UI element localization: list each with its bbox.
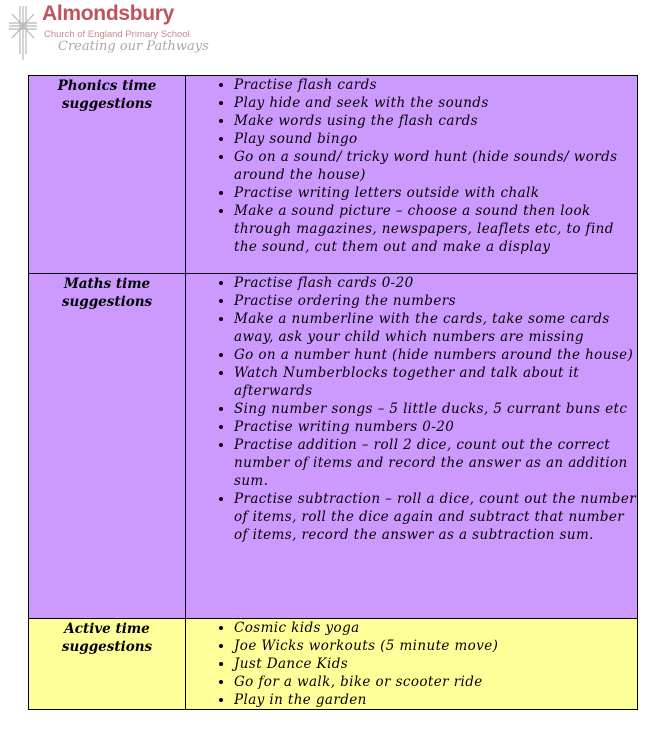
- list-item: • Go on a sound/ tricky word hunt (hide sounds/ words around the house): [234, 148, 637, 184]
- list-item: • Practise subtraction – roll a dice, count out the number of items, roll the dice again and subtract that number of items, record the answer as a subtraction sum.: [234, 490, 637, 544]
- table-row: [29, 76, 638, 274]
- list-item: • Practise writing numbers 0-20: [234, 418, 637, 436]
- section-title: Phonics time suggestions: [29, 76, 186, 274]
- section-items: [186, 76, 638, 274]
- list-item: • Joe Wicks workouts (5 minute move): [234, 637, 637, 655]
- section-title: Maths time suggestions: [29, 274, 186, 619]
- cross-emblem-icon: [6, 4, 40, 62]
- suggestion-list: [186, 619, 637, 709]
- list-item: • Make words using the flash cards: [234, 112, 637, 130]
- suggestion-list: [186, 76, 637, 256]
- list-item: • Play sound bingo: [234, 130, 637, 148]
- table-row: [29, 274, 638, 619]
- list-item: • Practise flash cards 0-20: [234, 274, 637, 292]
- school-subtitle: Church of England Primary School: [44, 29, 190, 40]
- school-name: Almondsbury: [42, 2, 175, 25]
- list-item: • Practise flash cards: [234, 76, 637, 94]
- list-item: • Play in the garden: [234, 691, 637, 709]
- list-item: • Sing number songs – 5 little ducks, 5 currant buns etc: [234, 400, 637, 418]
- list-item: • Make a sound picture – choose a sound then look through magazines, newspapers, leaflets etc, to find the sound, cut them out and make a display: [234, 202, 637, 256]
- section-items: [186, 619, 638, 710]
- list-item: • Just Dance Kids: [234, 655, 637, 673]
- list-item: • Go for a walk, bike or scooter ride: [234, 673, 637, 691]
- list-item: • Practise writing letters outside with chalk: [234, 184, 637, 202]
- table-row: [29, 619, 638, 710]
- suggestion-list: [186, 274, 637, 544]
- list-item: • Practise ordering the numbers: [234, 292, 637, 310]
- suggestions-table: [28, 75, 638, 710]
- section-title: Active time suggestions: [29, 619, 186, 710]
- list-item: • Watch Numberblocks together and talk about it afterwards: [234, 364, 637, 400]
- section-items: [186, 274, 638, 619]
- list-item: • Practise addition – roll 2 dice, count out the correct number of items and record the answer as an addition sum.: [234, 436, 637, 490]
- school-tagline: Creating our Pathways: [58, 39, 209, 54]
- list-item: • Make a numberline with the cards, take some cards away, ask your child which numbers are missing: [234, 310, 637, 346]
- list-item: • Cosmic kids yoga: [234, 619, 637, 637]
- list-item: • Play hide and seek with the sounds: [234, 94, 637, 112]
- list-item: • Go on a number hunt (hide numbers around the house): [234, 346, 637, 364]
- school-logo: [6, 2, 209, 68]
